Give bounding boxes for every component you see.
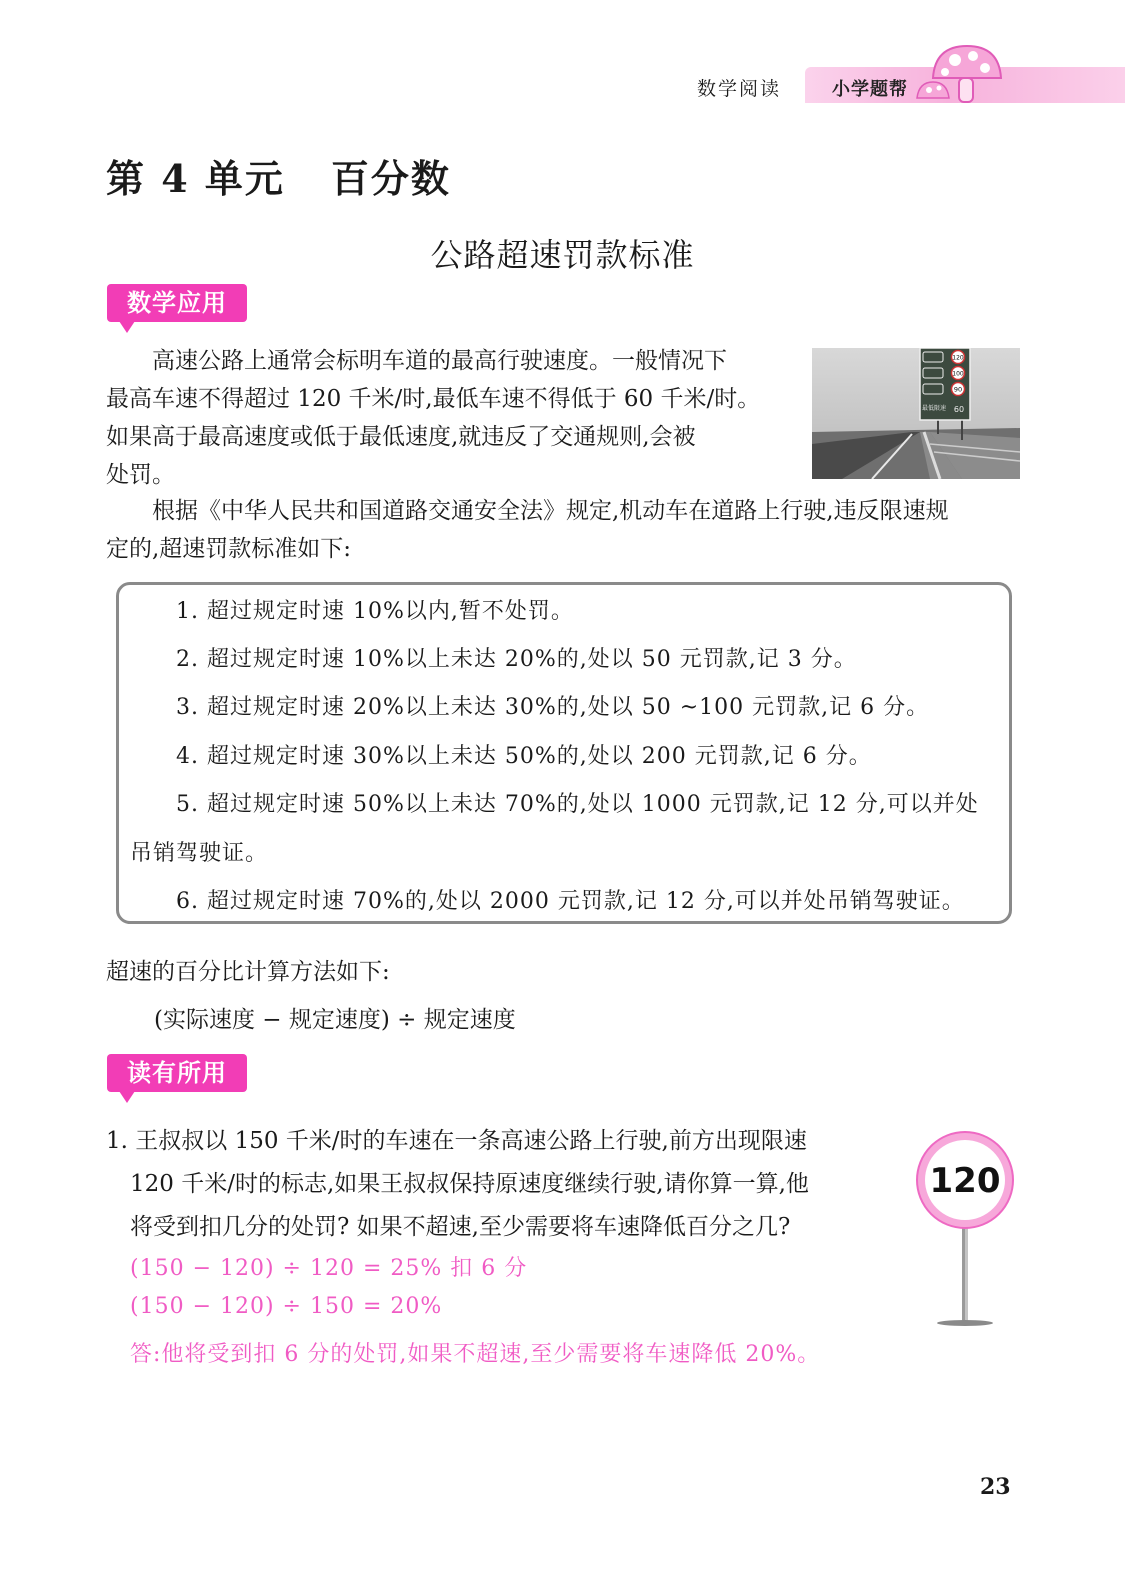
photo-sign-value: 90 xyxy=(953,385,963,394)
unit-topic: 百分数 xyxy=(330,156,451,201)
question-line: 120 千米/时的标志,如果王叔叔保持原速度继续行驶,请你算一算,他 xyxy=(130,1171,809,1197)
section-tag-application: 数学应用 xyxy=(107,284,247,322)
rule-item-continued: 吊销驾驶证。 xyxy=(130,841,269,866)
article-title xyxy=(0,230,1129,276)
intro-paragraph xyxy=(106,342,796,494)
paragraph-line: 处罚。 xyxy=(106,462,175,488)
section-tag-reading: 读有所用 xyxy=(107,1054,247,1092)
header-series-label: 小学题帮 xyxy=(832,79,908,100)
paragraph-line: 根据《中华人民共和国道路交通安全法》规定,机动车在道路上行驶,违反限速规 xyxy=(152,498,949,524)
rule-item: 6. 超过规定时速 70%的,处以 2000 元罚款,记 12 分,可以并处吊销驾驶证。 xyxy=(176,889,965,914)
question-line: 1. 王叔叔以 150 千米/时的车速在一条高速公路上行驶,前方出现限速 xyxy=(106,1128,807,1154)
highway-photo xyxy=(812,348,1020,479)
photo-sign-value: 120 xyxy=(952,354,964,362)
paragraph-line: 定的,超速罚款标准如下: xyxy=(106,536,352,562)
rule-item: 5. 超过规定时速 50%以上未达 70%的,处以 1000 元罚款,记 12 分,可以并处 xyxy=(176,792,979,817)
answer-line: 答:他将受到扣 6 分的处罚,如果不超速,至少需要将车速降低 20%。 xyxy=(130,1342,821,1367)
rule-item: 4. 超过规定时速 30%以上未达 50%的,处以 200 元罚款,记 6 分。 xyxy=(176,744,872,769)
law-paragraph xyxy=(106,492,1024,568)
header-book-title: 数学阅读 xyxy=(697,78,782,100)
rule-item: 3. 超过规定时速 20%以上未达 30%的,处以 50 ~100 元罚款,记 6 分。 xyxy=(176,695,930,720)
speed-limit-sign-icon xyxy=(910,1128,1020,1328)
speed-sign-value: 120 xyxy=(929,1161,1001,1201)
paragraph-line: 如果高于最高速度或低于最低速度,就违反了交通规则,会被 xyxy=(106,424,696,450)
mushroom-decoration-icon xyxy=(915,40,1005,110)
article-title-text: 公路超速罚款标准 xyxy=(430,236,695,274)
page-number: 23 xyxy=(980,1474,1011,1500)
formula-intro: 超速的百分比计算方法如下: xyxy=(106,959,390,985)
answer-line: (150 − 120) ÷ 150 = 20% xyxy=(130,1294,443,1319)
formula-expression: (实际速度 − 规定速度) ÷ 规定速度 xyxy=(154,1007,516,1033)
rule-item: 1. 超过规定时速 10%以内,暂不处罚。 xyxy=(176,599,574,624)
photo-sign-caption: 最低限速 xyxy=(921,405,947,412)
paragraph-line: 最高车速不得超过 120 千米/时,最低车速不得低于 60 千米/时。 xyxy=(106,386,761,412)
unit-number-label: 第 4 单元 xyxy=(106,156,285,201)
question-line: 将受到扣几分的处罚? 如果不超速,至少需要将车速降低百分之几? xyxy=(130,1214,791,1240)
answer-line: (150 − 120) ÷ 120 = 25% 扣 6 分 xyxy=(130,1256,528,1281)
paragraph-line: 高速公路上通常会标明车道的最高行驶速度。一般情况下 xyxy=(152,348,727,374)
photo-sign-value: 100 xyxy=(952,370,964,378)
photo-sign-value: 60 xyxy=(953,405,965,414)
unit-title xyxy=(106,148,451,203)
rule-item: 2. 超过规定时速 10%以上未达 20%的,处以 50 元罚款,记 3 分。 xyxy=(176,647,857,672)
